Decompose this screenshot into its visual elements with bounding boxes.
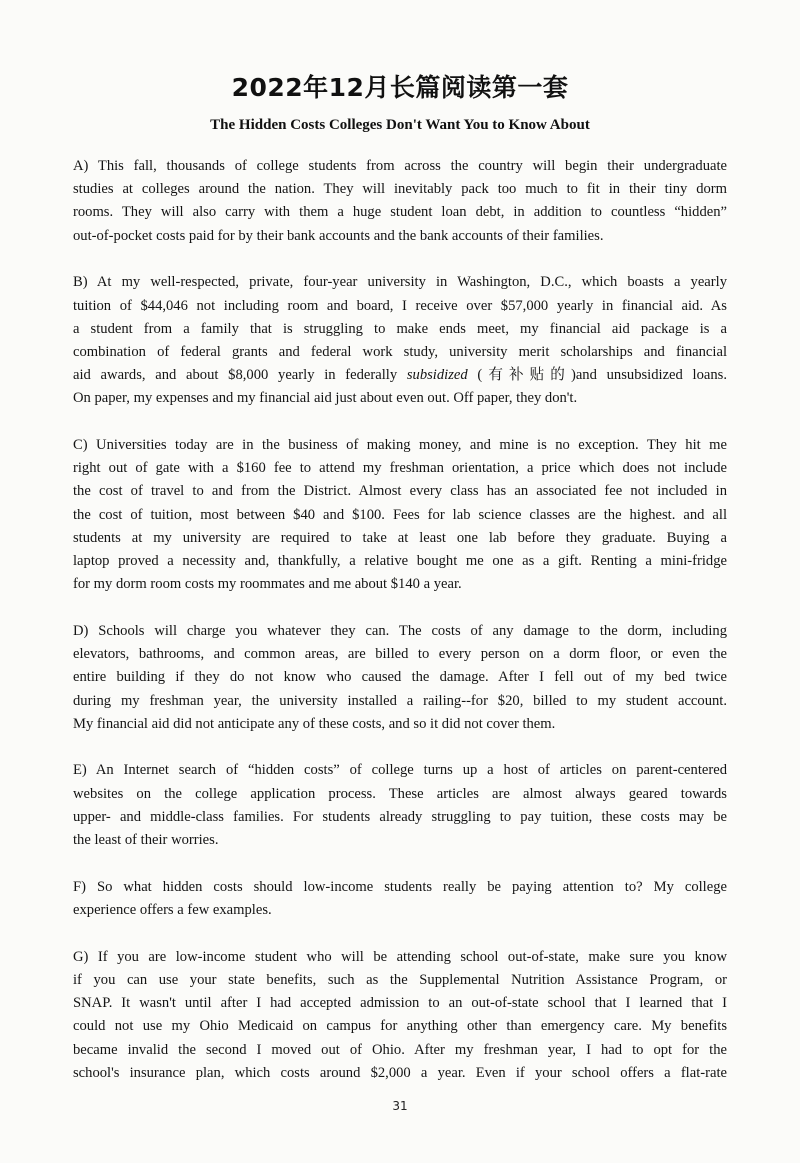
text-line: websites on the college application process. These articles are almost always geared towards [73, 785, 727, 802]
text-line: C) Universities today are in the business of making money, and mine is no exception. They hit me [73, 437, 727, 454]
paragraph-b [73, 271, 727, 410]
text-line: studies at colleges around the nation. They will inevitably pack too much to fit in their tiny dorm [73, 181, 727, 198]
text-line: for my dorm room costs my roommates and me about $140 a year. [73, 576, 462, 593]
text-line: D) Schools will charge you whatever they can. The costs of any damage to the dorm, including [73, 622, 727, 639]
text-line: My financial aid did not anticipate any of these costs, and so it did not cover them. [73, 715, 556, 732]
text-line: became invalid the second I moved out of Ohio. After my freshman year, I had to opt for the [73, 1041, 727, 1058]
text-line: entire building if they do not know who caused the damage. After I fell out of my bed twice [73, 669, 727, 686]
text-line: right out of gate with a $160 fee to attend my freshman orientation, a price which does not include [73, 460, 727, 477]
text-line: out-of-pocket costs paid for by their bank accounts and the bank accounts of their families. [73, 227, 604, 244]
text-line: elevators, bathrooms, and common areas, are billed to every person on a dorm floor, or even the [73, 646, 727, 663]
text-line: the cost of travel to and from the District. Almost every class has an associated fee not included in [73, 483, 727, 500]
text-segment: (有补贴的)and unsubsidized loans. [467, 367, 727, 384]
paragraph-e [73, 759, 727, 852]
text-line: upper- and middle-class families. For students already struggling to pay tuition, these costs may be [73, 808, 727, 825]
text-line: could not use my Ohio Medicaid on campus for anything other than emergency care. My benefits [73, 1018, 727, 1035]
text-line [73, 364, 727, 387]
paragraph-d [73, 620, 727, 736]
text-line: the cost of tuition, most between $40 and $100. Fees for lab science classes are the highest. and all [73, 506, 727, 523]
text-line: B) At my well-respected, private, four-year university in Washington, D.C., which boasts a yearly [73, 274, 727, 291]
text-line: A) This fall, thousands of college students from across the country will begin their undergraduate [73, 158, 727, 174]
text-line: during my freshman year, the university installed a railing--for $20, billed to my student account. [73, 692, 727, 709]
article-title: The Hidden Costs Colleges Don't Want You to Know About [210, 117, 590, 133]
text-segment: aid awards, and about $8,000 yearly in federally [73, 367, 407, 384]
text-line: the least of their worries. [73, 832, 219, 849]
text-line: a student from a family that is struggling to make ends meet, my financial aid package is a [73, 320, 727, 337]
text-line: combination of federal grants and federal work study, university merit scholarships and financial [73, 343, 727, 360]
text-line: laptop proved a necessity and, thankfully, a relative bought me one as a gift. Renting a mini-fridge [73, 553, 727, 570]
text-line: E) An Internet search of “hidden costs” of college turns up a host of articles on parent-centered [73, 762, 727, 779]
page-title: 2022年12月长篇阅读第一套 [231, 73, 569, 102]
italic-term: subsidized [406, 367, 468, 384]
page-number: 31 [392, 1099, 408, 1113]
text-line: school's insurance plan, which costs around $2,000 a year. Even if your school offers a flat-rate [73, 1064, 727, 1081]
text-line: F) So what hidden costs should low-income students really be paying attention to? My college [73, 878, 727, 895]
text-line: rooms. They will also carry with them a huge student loan debt, in addition to countless “hidden” [73, 204, 727, 221]
paragraph-a [73, 155, 727, 248]
text-line: SNAP. It wasn't until after I had accepted admission to an out-of-state school that I learned that I [73, 995, 727, 1012]
text-line: tuition of $44,046 not including room and board, I receive over $57,000 yearly in financial aid. As [73, 297, 727, 314]
text-line: students at my university are required to take at least one lab before they graduate. Buying a [73, 529, 727, 546]
text-line: On paper, my expenses and my financial aid just about even out. Off paper, they don't. [73, 390, 578, 407]
paragraph-f [73, 876, 727, 922]
paragraph-g [73, 946, 727, 1085]
text-line: experience offers a few examples. [73, 901, 272, 918]
article-body [73, 155, 727, 1108]
text-line: if you can use your state benefits, such as the Supplemental Nutrition Assistance Program, or [73, 971, 727, 988]
paragraph-c [73, 434, 727, 596]
text-line: G) If you are low-income student who will be attending school out-of-state, make sure you know [73, 948, 727, 965]
